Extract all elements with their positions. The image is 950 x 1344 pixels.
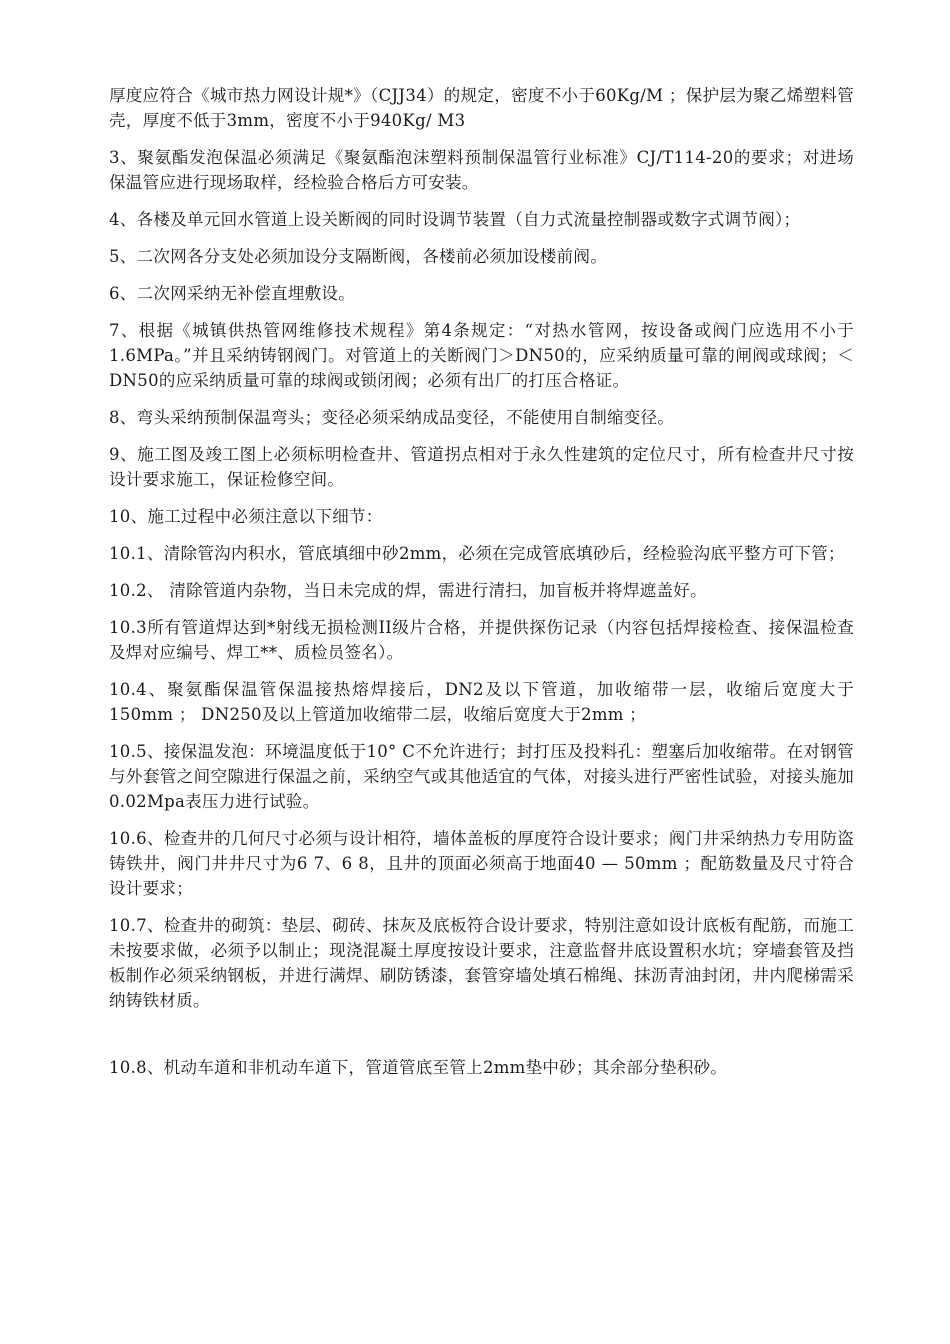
paragraph-item-9: 9、施工图及竣工图上必须标明检查井、管道拐点相对于永久性建筑的定位尺寸，所有检查井尺寸按设计要求施工，保证检修空间。: [109, 445, 854, 489]
paragraph-item-4: 4、各楼及单元回水管道上设关断阀的同时设调节装置（自力式流量控制器或数字式调节阀）；: [109, 210, 801, 229]
paragraph-item-8: 8、弯头采纳预制保温弯头；变径必须采纳成品变径，不能使用自制缩变径。: [109, 408, 675, 427]
paragraph-item-10-2: 10.2、 清除管道内杂物，当日未完成的焊，需进行清扫，加盲板并将焊遮盖好。: [109, 581, 707, 600]
paragraph-item-10-5: 10.5、接保温发泡：环境温度低于10° C不允许进行；封打压及投料孔：塑塞后加收缩带。在对钢管与外套管之间空隙进行保温之前，采纳空气或其他适宜的气体，对接头进行严密性试验，对接头施加0.02Mpa表压力进行试验。: [109, 742, 854, 811]
paragraph-item-10-6: 10.6、检查井的几何尺寸必须与设计相符，墙体盖板的厚度符合设计要求；阀门井采纳热力专用防盗铸铁井，阀门井井尺寸为6 7、6 8，且井的顶面必须高于地面40 — 50mm ；配筋数量及尺寸符合设计要求；: [109, 829, 854, 898]
paragraph-item-10-1: 10.1、清除管沟内积水，管底填细中砂2mm，必须在完成管底填砂后，经检验沟底平整方可下管；: [109, 544, 845, 563]
paragraph-item-10-4: 10.4、聚氨酯保温管保温接热熔焊接后，DN2及以下管道，加收缩带一层，收缩后宽度大于150mm ； DN250及以上管道加收缩带二层，收缩后宽度大于2mm ；: [109, 680, 854, 724]
paragraph-insulation-thickness: 厚度应符合《城市热力网设计规*》（CJJ34）的规定，密度不小于60Kg/M ；保护层为聚乙烯塑料管壳，厚度不低于3mm，密度不小于940Kg/ M3: [109, 86, 854, 130]
paragraph-item-6: 6、二次网采纳无补偿直埋敷设。: [109, 284, 355, 303]
paragraph-item-10-7: 10.7、检查井的砌筑：垫层、砌砖、抹灰及底板符合设计要求，特别注意如设计底板有配筋，而施工未按要求做，必须予以制止；现浇混凝土厚度按设计要求，注意监督井底设置积水坑；穿墙套管及挡板制作必须采纳钢板，并进行满焊、刷防锈漆，套管穿墙处填石棉绳、抹沥青油封闭，井内爬梯需采纳铸铁材质。: [109, 916, 854, 1010]
paragraph-item-10-3: 10.3所有管道焊达到*射线无损检测II级片合格，并提供探伤记录（内容包括焊接检查、接保温检查及焊对应编号、焊工**、质检员签名）。: [109, 618, 854, 662]
document-page: [109, 83, 854, 1092]
paragraph-item-10: 10、施工过程中必须注意以下细节：: [109, 507, 383, 526]
paragraph-item-10-8: 10.8、机动车道和非机动车道下，管道管底至管上2mm垫中砂；其余部分垫积砂。: [109, 1058, 728, 1077]
paragraph-item-7: 7、根据《城镇供热管网维修技术规程》第4条规定：“对热水管网，按设备或阀门应选用不小于1.6MPa。”并且采纳铸钢阀门。对管道上的关断阀门＞DN50的，应采纳质量可靠的闸阀或球阀；＜DN50的应采纳质量可靠的球阀或锁闭阀；必须有出厂的打压合格证。: [109, 321, 854, 390]
paragraph-item-3: 3、聚氨酯发泡保温必须满足《聚氨酯泡沫塑料预制保温管行业标准》CJ/T114-20的要求；对进场保温管应进行现场取样，经检验合格后方可安装。: [109, 148, 854, 192]
paragraph-item-5: 5、二次网各分支处必须加设分支隔断阀，各楼前必须加设楼前阀。: [109, 247, 607, 266]
